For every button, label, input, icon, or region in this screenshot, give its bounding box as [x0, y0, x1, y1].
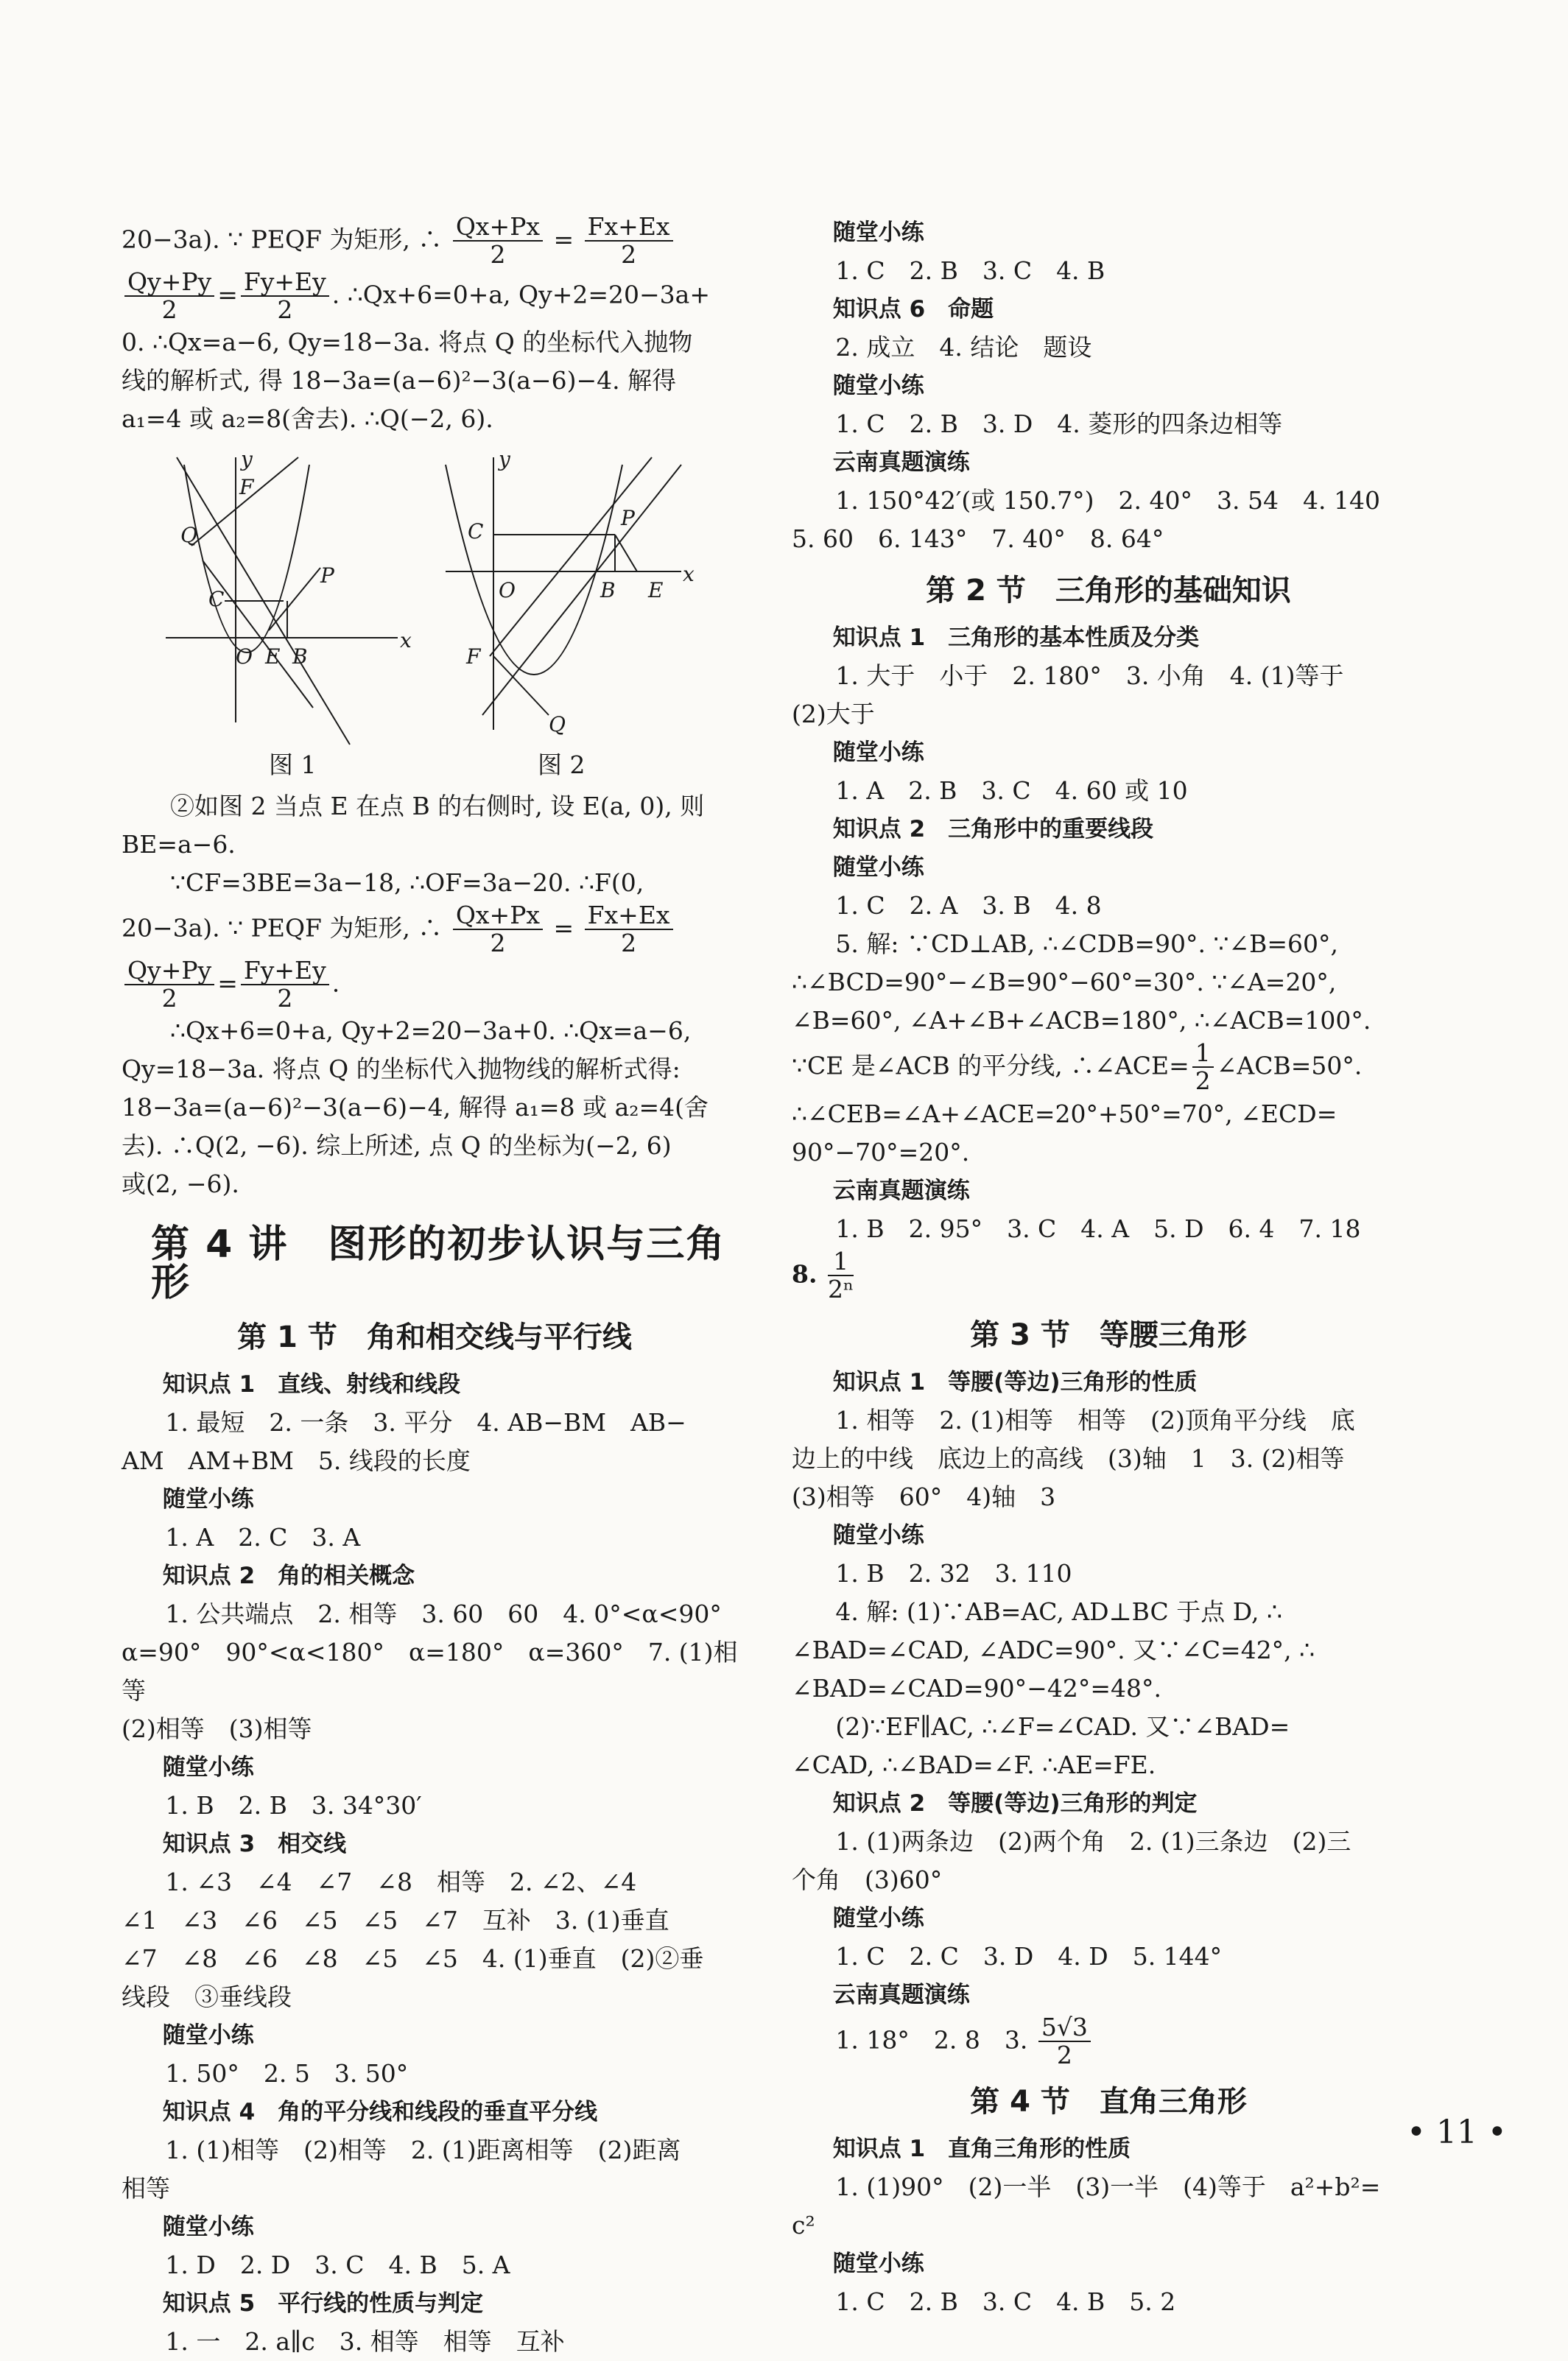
- knowledge-point: 知识点 2 角的相关概念: [162, 1563, 415, 1590]
- fig2-label-F: F: [466, 644, 481, 669]
- answer-line: ∵CE 是∠ACB 的平分线, ∴∠ACE= $\frac{1}{2}$ ∠ACB=50°.: [792, 1038, 1363, 1096]
- answer-line: 1. 相等 2. (1)相等 相等 (2)顶角平分线 底: [835, 1406, 1355, 1435]
- answer-line: ∠CAD, ∴∠BAD=∠F. ∴AE=FE.: [792, 1750, 1156, 1780]
- section-title: 第 3 节 等腰三角形: [970, 1318, 1247, 1353]
- section-title: 第 1 节 角和相交线与平行线: [237, 1320, 632, 1355]
- answer-line: 5. 60 6. 143° 7. 40° 8. 64°: [792, 524, 1164, 553]
- right-column: [792, 214, 1425, 2321]
- practice-heading: 随堂小练: [162, 2022, 254, 2049]
- fraction: $\frac{Qx+Px}{2}$: [453, 214, 543, 269]
- knowledge-point: 知识点 1 等腰(等边)三角形的性质: [832, 1369, 1198, 1396]
- answer-line: (2)相等 (3)相等: [122, 1714, 312, 1744]
- answer-line: (3)相等 60° 4)轴 3: [792, 1482, 1056, 1512]
- left-column: [122, 214, 748, 2361]
- answer-line: 1. B 2. 95° 3. C 4. A 5. D 6. 4 7. 18: [835, 1214, 1361, 1243]
- knowledge-point: 知识点 1 直线、射线和线段: [162, 1371, 461, 1398]
- fig1-label-Q: Q: [180, 523, 197, 548]
- answer-line: 8. $\frac{1}{\text{2ⁿ}}$: [792, 1246, 854, 1303]
- answer-line: 1. D 2. D 3. C 4. B 5. A: [165, 2251, 510, 2280]
- answer-line: ∠BAD=∠CAD=90°−42°=48°.: [792, 1674, 1161, 1703]
- text-line: BE=a−6.: [122, 830, 236, 859]
- fraction: $\frac{Qy+Py}{2}$: [124, 957, 214, 1013]
- fig2-label-O: O: [499, 578, 516, 603]
- fraction: $\frac{Qy+Py}{2}$: [124, 269, 214, 324]
- text-line: ②如图 2 当点 E 在点 B 的右侧时, 设 E(a, 0), 则: [170, 792, 705, 821]
- answer-line: 1. 150°42′(或 150.7°) 2. 40° 3. 54 4. 140: [835, 486, 1380, 515]
- fig2-label-B: B: [600, 578, 616, 603]
- practice-heading: 随堂小练: [162, 1486, 254, 1513]
- exam-heading: 云南真题演练: [832, 1177, 970, 1204]
- answer-line: (2)∵EF∥AC, ∴∠F=∠CAD. 又∵∠BAD=: [835, 1712, 1290, 1742]
- fraction: $\frac{1}{2}$: [1192, 1040, 1214, 1095]
- answer-line: 1. (1)90° (2)一半 (3)一半 (4)等于 a²+b²=: [835, 2172, 1381, 2201]
- fig1-label-C: C: [208, 587, 225, 612]
- answer-line: 1. 公共端点 2. 相等 3. 60 60 4. 0°<α<90°: [165, 1600, 722, 1629]
- practice-heading: 随堂小练: [832, 2250, 924, 2277]
- fraction: $\frac{Qx+Px}{2}$: [453, 902, 543, 957]
- fig2-label-P: P: [621, 506, 635, 531]
- answer-line: 1. B 2. B 3. 34°30′: [165, 1791, 422, 1820]
- practice-heading: 随堂小练: [162, 2214, 254, 2241]
- text-line: 线的解析式, 得 18−3a=(a−6)²−3(a−6)−4. 解得: [122, 366, 677, 395]
- answer-line: 1. (1)相等 (2)相等 2. (1)距离相等 (2)距离: [165, 2136, 681, 2165]
- text-line: 去). ∴Q(2, −6). 综上所述, 点 Q 的坐标为(−2, 6): [122, 1131, 672, 1161]
- answer-line: 1. C 2. B 3. C 4. B: [835, 256, 1105, 285]
- fraction: $\frac{Fy+Ey}{2}$: [241, 269, 329, 324]
- answer-line: 1. C 2. C 3. D 4. D 5. 144°: [835, 1942, 1223, 1971]
- text-line: a₁=4 或 a₂=8(舍去). ∴Q(−2, 6).: [122, 404, 493, 434]
- answer-line: 1. A 2. C 3. A: [165, 1523, 361, 1552]
- answer-line: ∴∠BCD=90°−∠B=90°−60°=30°. ∵∠A=20°,: [792, 968, 1337, 996]
- practice-heading: 随堂小练: [832, 854, 924, 881]
- page-number: • 11 •: [1407, 2114, 1507, 2151]
- figures: [122, 443, 748, 781]
- answer-line: ∠B=60°, ∠A+∠B+∠ACB=180°, ∴∠ACB=100°.: [792, 1006, 1371, 1035]
- fig1-label-F: F: [239, 475, 254, 500]
- knowledge-point: 知识点 5 平行线的性质与判定: [162, 2290, 484, 2318]
- practice-heading: 随堂小练: [832, 1522, 924, 1549]
- text-line: ∵CF=3BE=3a−18, ∴OF=3a−20. ∴F(0,: [170, 868, 644, 898]
- practice-heading: 随堂小练: [832, 1905, 924, 1932]
- answer-line: 2. 成立 4. 结论 题设: [835, 333, 1092, 362]
- answer-line: 1. 最短 2. 一条 3. 平分 4. AB−BM AB−: [165, 1408, 686, 1438]
- answer-line: α=90° 90°<α<180° α=180° α=360° 7. (1)相等: [122, 1638, 738, 1706]
- answer-line: ∠BAD=∠CAD, ∠ADC=90°. 又∵∠C=42°, ∴: [792, 1636, 1315, 1665]
- answer-line: 1. 一 2. a∥c 3. 相等 相等 互补: [165, 2327, 565, 2357]
- answer-line: 1. 18° 2. 8 3. $\frac{5√3}{2}$: [792, 2014, 1425, 2069]
- answer-line: AM AM+BM 5. 线段的长度: [122, 1446, 471, 1476]
- section-title: 第 2 节 三角形的基础知识: [926, 574, 1291, 608]
- section-title: 第 4 节 直角三角形: [970, 2084, 1247, 2119]
- answer-line: 相等: [122, 2174, 170, 2203]
- answer-line: ∠7 ∠8 ∠6 ∠8 ∠5 ∠5 4. (1)垂直 (2)②垂: [122, 1944, 704, 1974]
- text-line: 0. ∴Qx=a−6, Qy=18−3a. 将点 Q 的坐标代入抛物: [122, 328, 693, 357]
- fig2-label-E: E: [648, 578, 664, 603]
- answer-line: 1. C 2. B 3. C 4. B 5. 2: [835, 2287, 1176, 2316]
- figure-2: [446, 457, 681, 730]
- text-line: 20−3a). ∵ PEQF 为矩形, ∴ $\frac{Qx+Px}{2}$ = $\frac{Fx+Ex}{2}$: [122, 902, 748, 957]
- text-line: 或(2, −6).: [122, 1169, 239, 1199]
- fig2-label-x: x: [683, 562, 695, 587]
- knowledge-point: 知识点 6 命题: [832, 296, 994, 323]
- text-line: $\frac{Qy+Py}{2}$ = $\frac{Fy+Ey}{2}$ .: [122, 957, 748, 1013]
- answer-line: 90°−70°=20°.: [792, 1137, 970, 1167]
- answer-line: 1. B 2. 32 3. 110: [835, 1559, 1072, 1588]
- answer-line: 1. A 2. B 3. C 4. 60 或 10: [835, 776, 1188, 805]
- fraction: $\frac{5√3}{2}$: [1038, 2014, 1091, 2069]
- exam-heading: 云南真题演练: [832, 449, 970, 476]
- text-line: $\frac{Qy+Py}{2}$ = $\frac{Fy+Ey}{2}$ . ∴Qx+6=0+a, Qy+2=20−3a+: [122, 269, 748, 324]
- fig1-label-B: B: [292, 644, 308, 669]
- lecture-title: 第 4 讲 图形的初步认识与三角形: [151, 1222, 726, 1306]
- knowledge-point: 知识点 4 角的平分线和线段的垂直平分线: [162, 2099, 598, 2126]
- knowledge-point: 知识点 1 三角形的基本性质及分类: [832, 624, 1200, 651]
- answer-line: 个角 (3)60°: [792, 1865, 943, 1895]
- fraction: $\frac{Fx+Ex}{2}$: [585, 902, 673, 957]
- fig2-label-y: y: [499, 447, 510, 472]
- fraction: $\frac{Fx+Ex}{2}$: [585, 214, 673, 269]
- knowledge-point: 知识点 2 三角形中的重要线段: [832, 816, 1154, 842]
- fig1-label-y: y: [241, 447, 253, 472]
- fig1-label-P: P: [320, 563, 334, 588]
- text-line: 18−3a=(a−6)²−3(a−6)−4, 解得 a₁=8 或 a₂=4(舍: [122, 1093, 709, 1122]
- practice-heading: 随堂小练: [832, 739, 924, 766]
- knowledge-point: 知识点 1 直角三角形的性质: [832, 2135, 1131, 2162]
- knowledge-point: 知识点 3 相交线: [162, 1831, 347, 1858]
- answer-line: ∠1 ∠3 ∠6 ∠5 ∠5 ∠7 互补 3. (1)垂直: [122, 1906, 669, 1935]
- answer-line: 5. 解: ∵CD⊥AB, ∴∠CDB=90°. ∵∠B=60°,: [835, 929, 1339, 958]
- text-line: ∴Qx+6=0+a, Qy+2=20−3a+0. ∴Qx=a−6,: [170, 1016, 692, 1046]
- answer-line: 4. 解: (1)∵AB=AC, AD⊥BC 于点 D, ∴: [835, 1597, 1283, 1627]
- answer-line: 1. ∠3 ∠4 ∠7 ∠8 相等 2. ∠2、∠4: [165, 1868, 637, 1897]
- answer-line: 1. C 2. B 3. D 4. 菱形的四条边相等: [835, 409, 1283, 438]
- answer-line: (2)大于: [792, 700, 875, 728]
- text-line: Qy=18−3a. 将点 Q 的坐标代入抛物线的解析式得:: [122, 1055, 681, 1084]
- fig2-label-Q: Q: [549, 712, 566, 737]
- parabola-figures: [122, 443, 748, 781]
- text-line: 20−3a). ∵ PEQF 为矩形, ∴ $\frac{Qx+Px}{2}$ = $\frac{Fx+Ex}{2}$: [122, 214, 748, 269]
- answer-line: 线段 ③垂线段: [122, 1982, 292, 2012]
- fig1-label-O: O: [236, 644, 253, 669]
- practice-heading: 随堂小练: [162, 1754, 254, 1781]
- answer-line: 边上的中线 底边上的高线 (3)轴 1 3. (2)相等: [792, 1444, 1345, 1474]
- figure-1-caption: 图 1: [269, 750, 317, 780]
- fig1-label-x: x: [400, 628, 412, 653]
- fig2-label-C: C: [468, 519, 484, 544]
- answer-line: c²: [792, 2210, 815, 2239]
- answer-line: 1. 50° 2. 5 3. 50°: [165, 2059, 409, 2089]
- answer-line: 1. (1)两条边 (2)两个角 2. (1)三条边 (2)三: [835, 1827, 1351, 1857]
- exam-heading: 云南真题演练: [832, 1982, 970, 2009]
- fig1-label-E: E: [265, 644, 281, 669]
- fraction: $\frac{1}{\text{2ⁿ}}$: [827, 1246, 854, 1303]
- knowledge-point: 知识点 2 等腰(等边)三角形的判定: [832, 1790, 1198, 1818]
- figure-2-caption: 图 2: [538, 750, 586, 780]
- answer-line: 1. 大于 小于 2. 180° 3. 小角 4. (1)等于: [835, 661, 1344, 690]
- fraction: $\frac{Fy+Ey}{2}$: [241, 957, 329, 1013]
- figure-1: [166, 457, 398, 745]
- answer-line: 1. C 2. A 3. B 4. 8: [835, 891, 1102, 920]
- practice-heading: 随堂小练: [832, 373, 924, 399]
- answer-line: ∴∠CEB=∠A+∠ACE=20°+50°=70°, ∠ECD=: [792, 1099, 1337, 1128]
- practice-heading: 随堂小练: [832, 219, 924, 246]
